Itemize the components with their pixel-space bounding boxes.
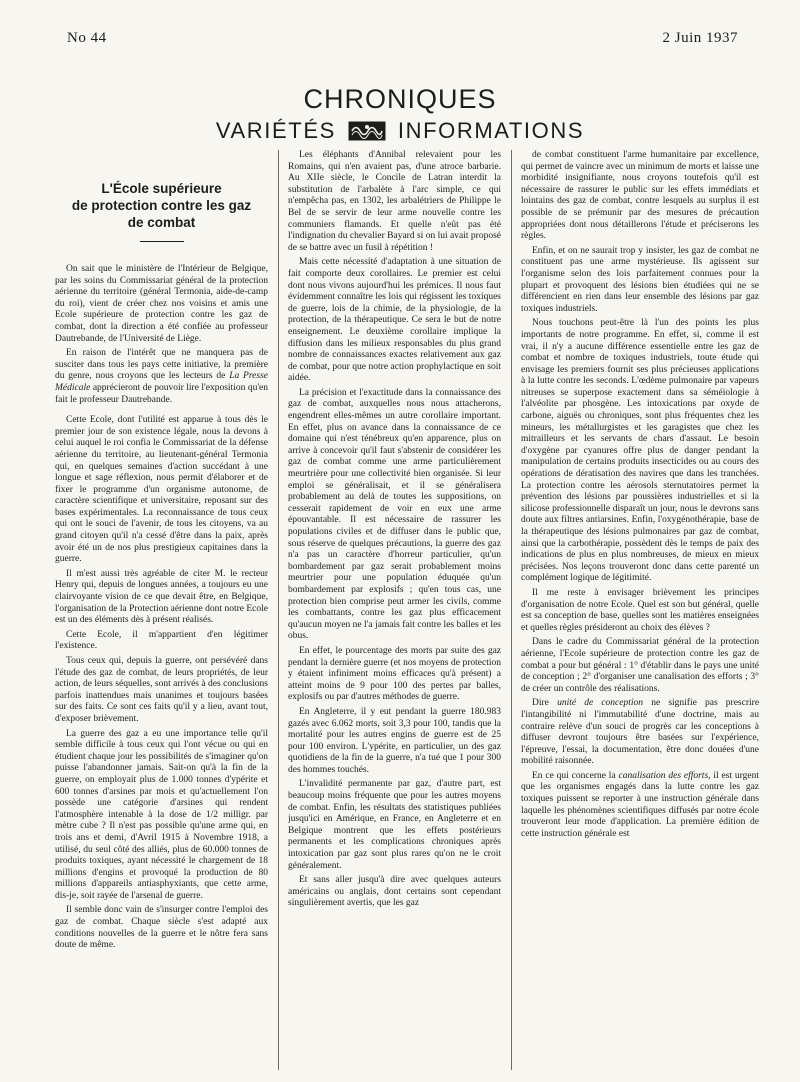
article-body <box>55 150 759 1070</box>
paragraph: Et sans aller jusqu'à dire avec quelques auteurs américains ou anglais, dont certains sont cependant singulièrement avertis, que les gaz <box>288 875 501 909</box>
section-subtitle <box>0 118 800 144</box>
emphasis-term: unité de conception <box>557 698 644 709</box>
paragraph: Il me reste à envisager brièvement les principes d'organisation de notre Ecole. Quel est son but général, quelle est sa conception de base, quelles sont les matières enseignées et quelles règles présideront au choix des élèves ? <box>521 587 759 633</box>
paragraph: Il semble donc vain de s'insurger contre l'emploi des gaz de combat. Chaque siècle s'est adapté aux conditions nouvelles de la guerre et le nôtre fera sans doute de même. <box>55 905 268 951</box>
paragraph: La précision et l'exactitude dans la connaissance des gaz de combat, auxquelles nous nous attacherons, engendrent elles-mêmes un autre corollaire important. En effet, plus on avance dans la connaissance de ce domaine qui n'est ténébreux qu'en apparence, plus on arrive à concevoir qu'il faut s'abstenir de considérer les gaz de combat comme une arme particulièrement meurtrière pour une collectivité bien organisée. Si leur emploi se généralisait, et il se généralisera probablement au delà de toutes les suppositions, on cesserait rapidement de voir en eux une arme épouvantable. Il est nécessaire de rassurer les populations civiles et de diffuser dans le public que, sous réserve de quelques précautions, la guerre des gaz n'a pas un caractère d'horreur particulier, qu'un bombardement par gaz serait probablement moins meurtrier pour une population éduquée qu'un bombardement par explosifs ; qu'en tous cas, une protection bien comprise peut armer les civils, comme les combattants, contre les gaz plus efficacement qu'aucun moyen ne l'a jamais fait contre les balles et les obus. <box>288 387 501 642</box>
paragraph-text: ne signifie pas prescrire l'intangibilité ni l'immutabilité d'une doctrine, mais au contraire relève d'un souci de progrès car les conceptions à diffuser devront toujours être basées sur l'expérience, l'épreuve, l'essai, la documentation, être donc douées d'une mobilité raisonnée. <box>521 698 759 767</box>
subtitle-right-word: INFORMATIONS <box>397 118 585 143</box>
article-title <box>61 180 262 231</box>
section-title: CHRONIQUES <box>303 84 497 114</box>
paragraph: En effet, le pourcentage des morts par suite des gaz pendant la dernière guerre (et nos moyens de protection y étaient infiniment moins efficaces qu'à présent) a atteint moins de 9 pour 100 des pertes par balles, explosifs ou par d'autres méthodes de guerre. <box>288 645 501 703</box>
paragraph: Les éléphants d'Annibal relevaient pour les Romains, qui n'en avaient pas, d'une atroce barbarie. Au XIIe siècle, le Concile de Latran interdit la substitution de l'arbalète à l'arc simple, ce qui n'empêcha pas, en 1302, les arbalétriers de Philippe le Bel de se servir de leur arme nouvelle contre les communiers flamands. Et quelle n'eût pas été l'indignation du chevalier Bayard si on lui avait proposé de se battre avec un fusil à répétition ! <box>288 150 501 253</box>
emphasis-term: canalisation des efforts, <box>618 770 711 781</box>
journal-name: La Presse Médicale <box>55 371 268 393</box>
paragraph: Enfin, et on ne saurait trop y insister, les gaz de combat ne constituent pas une arme mystérieuse. Ils agissent sur l'organisme selon des lois parfaitement connues pour la plupart et provoquent des lésions bien étudiées qui ne se différencient en rien dans leur ensemble des lésions par gaz toxiques industriels. <box>521 245 759 314</box>
column-divider <box>511 150 512 1070</box>
column-divider <box>278 150 279 1070</box>
article-title-line: L'École supérieure <box>101 181 222 196</box>
paragraph: de combat constituent l'arme humanitaire par excellence, qui permet de vaincre avec un minimum de morts et laisse une morbidité insignifiante, nous croyons toutefois qu'il est nécessaire de rassurer le public sur les effets immédiats et lointains des gaz de combat, contre lesquels au surplus il est possible de se prémunir par des mesures de précaution appropriées dont nous détaillerons l'étude et préciserons les règles. <box>521 150 759 242</box>
issue-number: No 44 <box>67 30 107 46</box>
paragraph: Cette Ecole, il m'appartient d'en légitimer l'existence. <box>55 629 268 652</box>
article-title-line: de protection contre les gaz <box>71 198 252 213</box>
paragraph-text: Dire <box>532 698 549 709</box>
paragraph: La guerre des gaz a eu une importance telle qu'il semble difficile à tous ceux qui l'ont vécue ou qui en étudient chaque jour les possibilités de s'imaginer qu'on puisse l'abandonner jamais. Sait-on qu'à la fin de la guerre, on employait plus de 1.000 tonnes d'ypérite et 600 tonnes d'arsines par mois et qu'actuellement l'on possède une catégorie d'arsines qui rendent l'atmosphère intenable à la dose de 1/2 milligr. par mètre cube ? Il n'est pas possible qu'une arme qui, en trois ans et demi, d'Avril 1915 à Novembre 1918, a utilisé, du seul côté des alliés, plus de 60.000 tonnes de produits toxiques, ayant nécessité le chargement de 18 millions d'engins et provoqué la production de 80 millions d'appareils antiasphyxiants, que cette arme, dis-je, soit rayée de l'arsenal de guerre. <box>55 728 268 901</box>
paragraph: On sait que le ministère de l'Intérieur de Belgique, par les soins du Commissariat général de la protection aérienne du territoire (général Termonia, aide-de-camp du roi), vient de créer chez nos voisins et amis une Ecole supérieure de protection contre les gaz de combat, dont la direction a été confiée au professeur Dautrebande, de l'Université de Liège. <box>55 264 268 344</box>
column-1 <box>55 150 268 1070</box>
section-masthead <box>0 84 800 144</box>
article-title-line: de combat <box>127 215 196 230</box>
paragraph: Tous ceux qui, depuis la guerre, ont persévéré dans l'étude des gaz de combat, de leurs propriétés, de leur action, de leurs séquelles, sont arrivés à des conclusions parfois inattendues mais unanimes et toujours basées sur des faits. Ce sont ces faits qu'il y a lieu, avant tout, d'exposer brièvement. <box>55 656 268 724</box>
paragraph: L'invalidité permanente par gaz, d'autre part, est beaucoup moins fréquente que pour les autres moyens de combat. Enfin, les résultats des statistiques publiées jusqu'ici en Amérique, en France, en Angleterre et en Belgique montrent que les effets postérieurs permanents et les complications chroniques après intoxication par gaz sont plus rares qu'on ne le croit généralement. <box>288 779 501 871</box>
issue-date: 2 Juin 1937 <box>662 30 738 46</box>
column-3 <box>521 150 759 1070</box>
paragraph-text: apprécieront de pouvoir lire l'exposition qu'en fait le professeur Dautrebande. <box>55 382 268 405</box>
column-2 <box>288 150 501 1070</box>
paragraph <box>55 348 268 406</box>
paragraph: En Angleterre, il y eut pendant la guerre 180.983 gazés avec 6.062 morts, soit 3,3 pour 100, tandis que la mortalité pour les autres engins de guerre est de 25 pour 100 environ. L'ypérite, en particulier, un des gaz quotidiens de la fin de la guerre, n'a tué que 1 pour 300 des hommes touchés. <box>288 706 501 775</box>
paragraph: Mais cette nécessité d'adaptation à une situation de fait comporte deux corollaires. Le premier est celui dont nous vivons aujourd'hui les prémices. Il nous faut évidemment connaître les lois qui régissent les toxiques de guerre, lois de la chimie, de la physiologie, de la protection, de la thérapeutique. Ce sera le but de notre enseignement. Le deuxième corollaire implique la diffusion dans les milieux responsables du plus grand nombre de connaissances exactes relativement aux gaz de combat, pour que notre action prophylactique en soit aidée. <box>288 257 501 384</box>
title-underline-rule <box>140 241 184 242</box>
decorative-ornament-icon <box>348 121 386 141</box>
paragraph: Nous touchons peut-être là l'un des points les plus importants de notre programme. En effet, si, comme il est vrai, il n'y a aucune différence essentielle entre les gaz de combat et nombre de toxiques industriels, toute étude qui envisage les premiers fournit ses plus précieuses applications à la lutte contre les seconds. L'œdème pulmonaire par vapeurs nitreuses se superpose exactement dans sa séméiologie à l'alvéolite par phosgène. Les intoxications par oxyde de carbone, aiguës ou chroniques, sont plus fréquentes chez les mineurs, les métallurgistes et les garagistes que chez les mitrailleurs et les servants de chars d'assaut. Le besoin d'oxygène par cyanures offre plus de danger pendant la manipulation de certains produits insecticides ou au cours des opérations de dératisation des navires que dans les tranchées. La protection contre les aérosols sternutatoires permet la prévention des lésions par poussières industrielles et si la silicose professionnelle disparaît un jour, nous le devrons sans doute aux filtres antiarsines. Enfin, l'oxygénothérapie, base de la thérapeutique des lésions pulmonaires par gaz de combat, ainsi que la carbothérapie, possèdent dès le temps de paix des indications de plus en plus nombreuses, de mieux en mieux précisées. Nos leçons trouveront donc dans cette parenté un complément logique de légitimité. <box>521 318 759 584</box>
paragraph: Cette Ecole, dont l'utilité est apparue à tous dès le premier jour de son existence légale, nous la devons à celui auquel le roi confia le Commissariat de la défense aérienne du territoire, au lieutenant-général Termonia qui, en quelques semaines d'action succédant à une longue et sage réflexion, nous permit d'élaborer et de fixer le programme d'un organisme autonome, de caractère scientifique et universitaire, reposant sur des bases expérimentales. La reconnaissance de tous ceux qui ont le souci de l'avenir, de tous les citoyens, va au grand citoyen qu'il n'a cessé d'être dans la paix, après avoir été un de nos plus prestigieux capitaines dans la guerre. <box>55 415 268 565</box>
subtitle-left-word: VARIÉTÉS <box>215 118 336 143</box>
paragraph: Dans le cadre du Commissariat général de la protection aérienne, l'Ecole supérieure de protection contre les gaz de combat a pour but général : 1° d'établir dans le pays une unité de conception ; 2° d'organiser une canalisation des efforts ; 3° de créer un contrôle des réalisations. <box>521 637 759 694</box>
paragraph-text: En ce qui concerne la <box>532 770 616 781</box>
paragraph-text: En raison de l'intérêt que ne manquera pas de susciter dans tous les pays cette initiative, la première du genre, nous croyons que les lecteurs de <box>55 348 268 382</box>
paragraph <box>521 771 759 841</box>
paragraph <box>521 698 759 768</box>
paragraph: Il m'est aussi très agréable de citer M. le recteur Henry qui, depuis de longues années, a toujours eu une clairvoyante vision de ce que devait être, en Belgique, l'organisation de la Protection aérienne dont notre Ecole est un des éléments dès à présent réalisés. <box>55 568 268 626</box>
paragraph-text: il est urgent que les organismes engagés dans la lutte contre les gaz toxiques puissent se reporter à une instruction générale dans laquelle les phénomènes scientifiques diffusés par notre école trouveront leur mode d'application. La première édition de cette instruction générale est <box>521 770 759 839</box>
